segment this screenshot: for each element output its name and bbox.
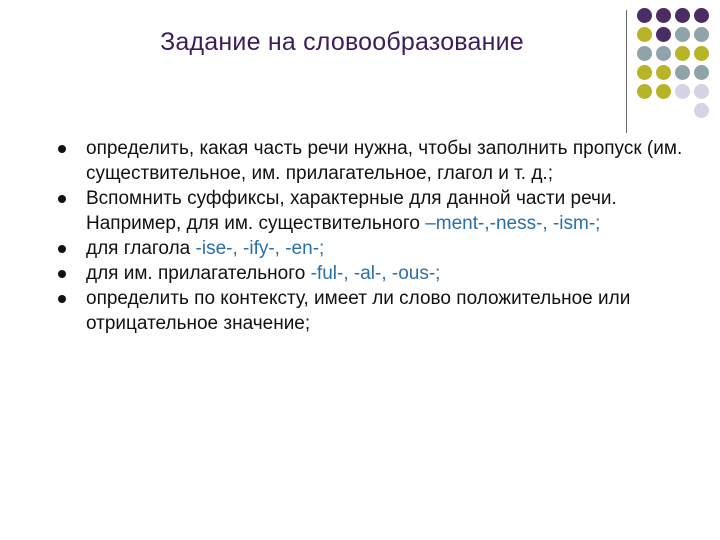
bullet-dot-icon xyxy=(58,145,66,153)
bullet-dot-icon xyxy=(58,270,66,278)
decorative-dot xyxy=(656,27,671,42)
suffix-example: –ment-,-ness-, -ism-; xyxy=(425,213,601,234)
bullet-dot-icon xyxy=(58,195,66,203)
decorative-dot xyxy=(656,65,671,80)
decorative-dot xyxy=(637,84,652,99)
bullet-item xyxy=(58,136,698,186)
bullet-text: определить, какая часть речи нужна, чтобы заполнить пропуск (им. существительное, им. прилагательное, глагол и т. д.; xyxy=(86,138,683,184)
bullet-dot-icon xyxy=(58,295,66,303)
suffix-example: -ful-, -al-, -ous-; xyxy=(310,263,441,284)
bullet-item xyxy=(58,286,698,336)
decorative-dot xyxy=(656,84,671,99)
decorative-dot xyxy=(675,8,690,23)
bullet-item xyxy=(58,236,698,261)
bullet-text: для им. прилагательного xyxy=(86,263,311,284)
decorative-dot xyxy=(675,46,690,61)
decorative-dot xyxy=(694,103,709,118)
task-bullet-list xyxy=(58,136,698,336)
decorative-dot xyxy=(694,46,709,61)
bullet-text: определить по контексту, имеет ли слово положительное или отрицательное значение; xyxy=(86,288,631,334)
decorative-dot xyxy=(694,27,709,42)
bullet-text: для глагола xyxy=(86,238,196,259)
decorative-dot xyxy=(694,8,709,23)
bullet-item xyxy=(58,261,698,286)
decorative-dot-grid xyxy=(637,8,717,118)
suffix-example: -ise-, -ify-, -en-; xyxy=(195,238,325,259)
decorative-dot xyxy=(694,65,709,80)
decorative-dot xyxy=(637,46,652,61)
decorative-dot xyxy=(637,65,652,80)
decorative-dot xyxy=(694,84,709,99)
bullet-dot-icon xyxy=(58,245,66,253)
decorative-dot xyxy=(675,84,690,99)
decorative-dot xyxy=(675,65,690,80)
bullet-item xyxy=(58,186,698,236)
decorative-dot xyxy=(656,46,671,61)
decorative-dot xyxy=(675,27,690,42)
decorative-dot xyxy=(637,8,652,23)
decorative-dot xyxy=(656,8,671,23)
decorative-divider xyxy=(626,10,627,133)
slide-title: Задание на словообразование xyxy=(160,28,524,56)
bullet-text: Вспомнить суффиксы, характерные для данной части речи. Например, для им. существительного xyxy=(86,188,617,234)
decorative-dot xyxy=(637,27,652,42)
